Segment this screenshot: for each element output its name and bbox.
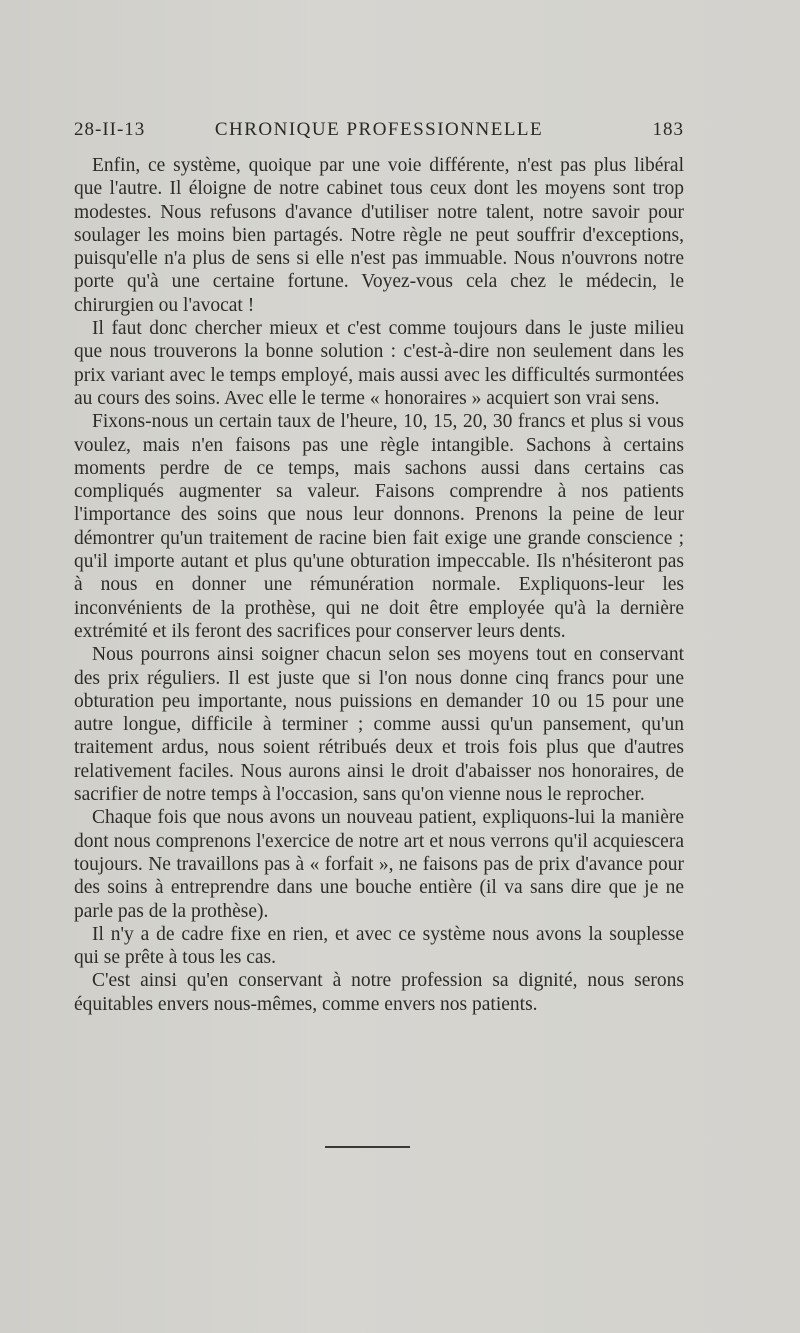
paragraph-1: Enfin, ce système, quoique par une voie différente, n'est pas plus libéral que l'autre. Il éloigne de notre cabinet tous ceux dont les moyens sont trop modestes. Nous refusons d'avance d'utiliser notre talent, notre savoir pour soulager les moins bien partagés. Notre règle ne peut souffrir d'exceptions, puisqu'elle n'a plus de sens si elle n'est pas immuable. Nous n'ouvrons notre porte qu'à une certaine fortune. Voyez-vous cela chez le médecin, le chirurgien ou l'avocat !	[74, 155, 684, 316]
paragraph-6: Il n'y a de cadre fixe en rien, et avec ce système nous avons la souplesse qui se prête à tous les cas.	[74, 923, 684, 969]
paragraph-5: Chaque fois que nous avons un nouveau patient, expliquons-lui la manière dont nous comprenons l'exercice de notre art et nous verrons qu'il acquiescera toujours. Ne travaillons pas à « forfait », ne faisons pas de prix d'avance pour des soins à entreprendre dans une bouche entière (il va sans dire que je ne parle pas de la prothèse).	[74, 807, 684, 922]
page-number: 183	[652, 119, 684, 140]
body-text	[74, 154, 684, 1016]
page-header	[74, 119, 684, 143]
section-end-rule	[325, 1146, 410, 1148]
running-title: CHRONIQUE PROFESSIONNELLE	[214, 119, 544, 140]
paragraph-2: Il faut donc chercher mieux et c'est comme toujours dans le juste milieu que nous trouverons la bonne solution : c'est-à-dire non seulement dans les prix variant avec le temps employé, mais aussi avec les difficultés surmontées au cours des soins. Avec elle le terme « honoraires » acquiert son vrai sens.	[74, 318, 684, 409]
paragraph-7: C'est ainsi qu'en conservant à notre profession sa dignité, nous serons équitables envers nous-mêmes, comme envers nos patients.	[74, 970, 684, 1015]
paragraph-3: Fixons-nous un certain taux de l'heure, 10, 15, 20, 30 francs et plus si vous voulez, mais n'en faisons pas une règle intangible. Sachons à certains moments perdre de ce temps, mais sachons aussi dans certains cas compliqués augmenter sa valeur. Faisons comprendre à nos patients l'importance des soins que nous leur donnons. Prenons la peine de leur démontrer qu'un traitement de racine bien fait exige une grande conscience ; qu'il importe autant et plus qu'une obturation impeccable. Ils n'hésiteront pas à nous en donner une rémunération normale. Expliquons-leur les inconvénients de la prothèse, qui ne doit être employée qu'à la dernière extrémité et ils feront des sacrifices pour conserver leurs dents.	[74, 411, 684, 642]
header-date: 28-II-13	[74, 119, 146, 140]
paragraph-4: Nous pourrons ainsi soigner chacun selon ses moyens tout en conservant des prix réguliers. Il est juste que si l'on nous donne cinq francs pour une obturation peu importante, nous puissions en demander 10 ou 15 pour une autre longue, difficile à terminer ; comme aussi qu'un pansement, qu'un traitement ardus, nous soient rétribués deux et trois fois plus que d'autres relativement faciles. Nous aurons ainsi le droit d'abaisser nos honoraires, de sacrifier de notre temps à l'occasion, sans qu'on vienne nous le reprocher.	[74, 644, 684, 806]
